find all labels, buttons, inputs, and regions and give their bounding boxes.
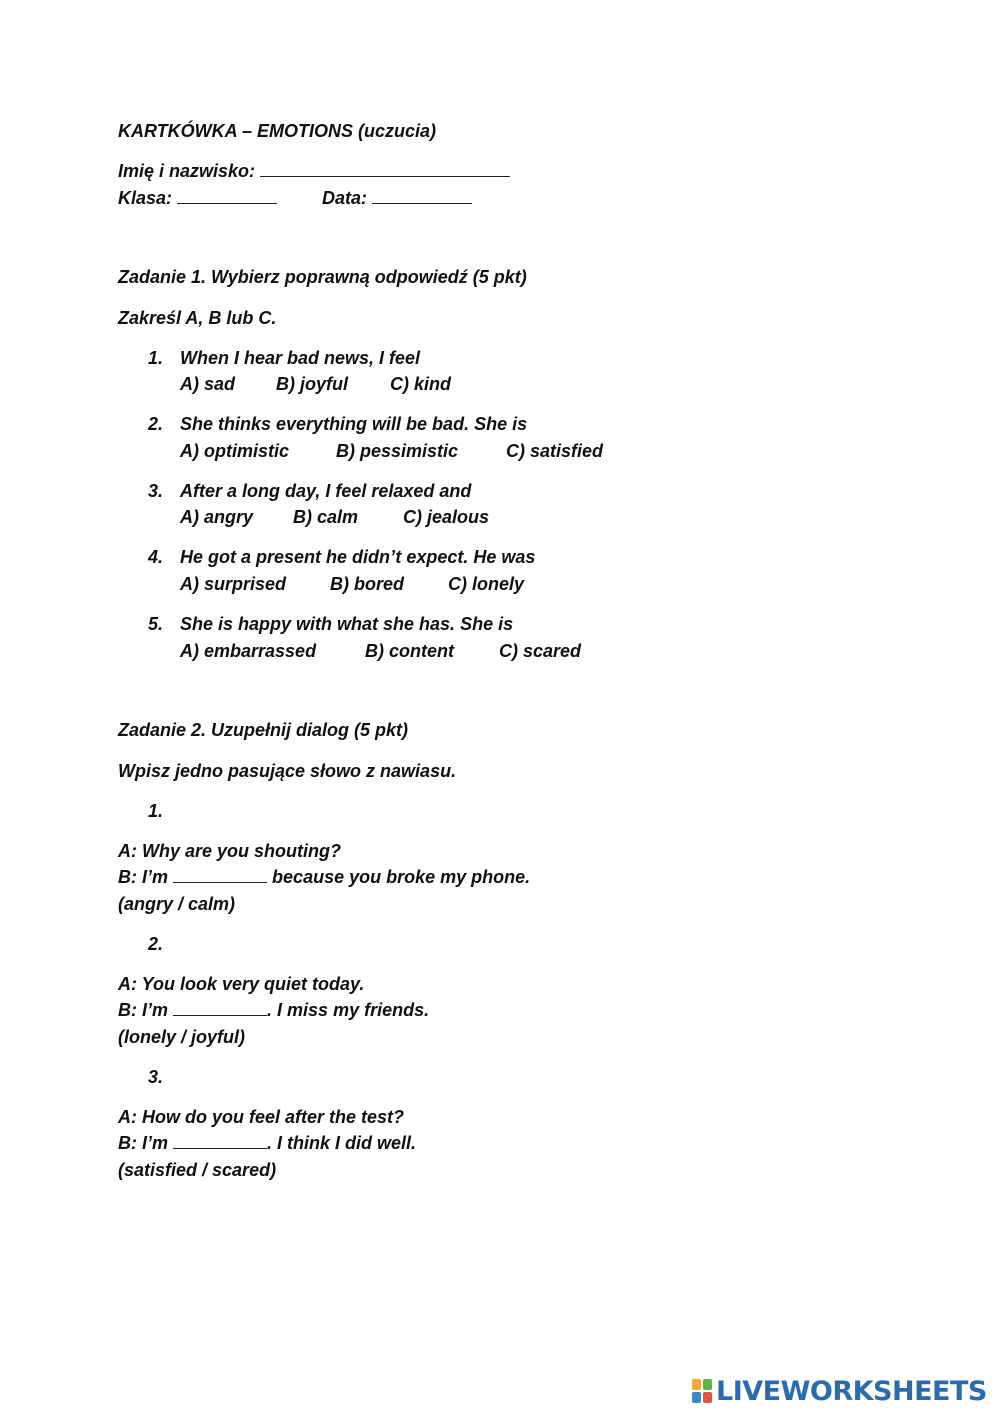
task2-title: Zadanie 2. Uzupełnij dialog (5 pkt) <box>118 720 409 740</box>
task2-instruction: Wpisz jedno pasujące słowo z nawiasu. <box>118 761 457 781</box>
option-a[interactable]: A) angry <box>180 507 254 527</box>
option-a[interactable]: A) sad <box>180 374 236 394</box>
dialog-line-a: A: Why are you shouting? <box>118 841 341 861</box>
date-line <box>322 187 472 209</box>
question-text: She is happy with what she has. She is <box>180 614 514 634</box>
option-c[interactable]: C) lonely <box>448 574 525 594</box>
option-c[interactable]: C) jealous <box>403 507 490 527</box>
name-line <box>118 160 510 182</box>
option-c[interactable]: C) scared <box>499 641 582 661</box>
dialog-line-a: A: You look very quiet today. <box>118 974 365 994</box>
dialog-hint: (satisfied / scared) <box>118 1160 277 1180</box>
class-label: Klasa: <box>118 188 173 208</box>
dialog-hint: (lonely / joyful) <box>118 1027 246 1047</box>
line-b-end: . I think I did well. <box>267 1133 417 1153</box>
class-line <box>118 187 277 209</box>
option-a[interactable]: A) optimistic <box>180 441 290 461</box>
logo-text: LIVEWORKSHEETS <box>716 1375 987 1407</box>
dialog-number: 3. <box>148 1067 164 1087</box>
liveworksheets-logo-icon <box>692 1378 714 1404</box>
question-text: When I hear bad news, I feel <box>180 348 421 368</box>
answer-blank[interactable] <box>173 866 267 883</box>
question-number: 4. <box>148 547 164 567</box>
option-a[interactable]: A) surprised <box>180 574 287 594</box>
line-b-start: B: I’m <box>118 1000 169 1020</box>
option-b[interactable]: B) pessimistic <box>336 441 459 461</box>
dialog-line-a: A: How do you feel after the test? <box>118 1107 405 1127</box>
option-c[interactable]: C) satisfied <box>506 441 604 461</box>
question-text: She thinks everything will be bad. She is <box>180 414 528 434</box>
dialog-number: 1. <box>148 801 164 821</box>
name-blank[interactable] <box>260 160 510 177</box>
dialog-number: 2. <box>148 934 164 954</box>
option-c[interactable]: C) kind <box>390 374 451 394</box>
answer-blank[interactable] <box>173 1132 267 1149</box>
name-label: Imię i nazwisko: <box>118 161 256 181</box>
class-blank[interactable] <box>177 187 277 204</box>
liveworksheets-logo <box>692 1374 987 1408</box>
line-b-start: B: I’m <box>118 867 169 887</box>
date-label: Data: <box>322 188 368 208</box>
question-number: 5. <box>148 614 164 634</box>
question-number: 1. <box>148 348 164 368</box>
question-number: 3. <box>148 481 164 501</box>
option-b[interactable]: B) bored <box>330 574 404 594</box>
question-text: He got a present he didn’t expect. He was <box>180 547 536 567</box>
task1-instruction: Zakreśl A, B lub C. <box>118 308 277 328</box>
question-text: After a long day, I feel relaxed and <box>180 481 472 501</box>
dialog-line-b <box>118 1132 416 1154</box>
option-b[interactable]: B) joyful <box>276 374 348 394</box>
question-number: 2. <box>148 414 164 434</box>
worksheet-title: KARTKÓWKA – EMOTIONS (uczucia) <box>118 121 437 141</box>
answer-blank[interactable] <box>173 999 267 1016</box>
dialog-hint: (angry / calm) <box>118 894 236 914</box>
line-b-end: because you broke my phone. <box>272 867 531 887</box>
option-a[interactable]: A) embarrassed <box>180 641 317 661</box>
option-b[interactable]: B) calm <box>293 507 359 527</box>
option-b[interactable]: B) content <box>365 641 454 661</box>
dialog-line-b <box>118 866 530 888</box>
line-b-start: B: I’m <box>118 1133 169 1153</box>
line-b-end: . I miss my friends. <box>267 1000 430 1020</box>
date-blank[interactable] <box>372 187 472 204</box>
task1-title: Zadanie 1. Wybierz poprawną odpowiedź (5 pkt) <box>118 267 527 287</box>
dialog-line-b <box>118 999 429 1021</box>
